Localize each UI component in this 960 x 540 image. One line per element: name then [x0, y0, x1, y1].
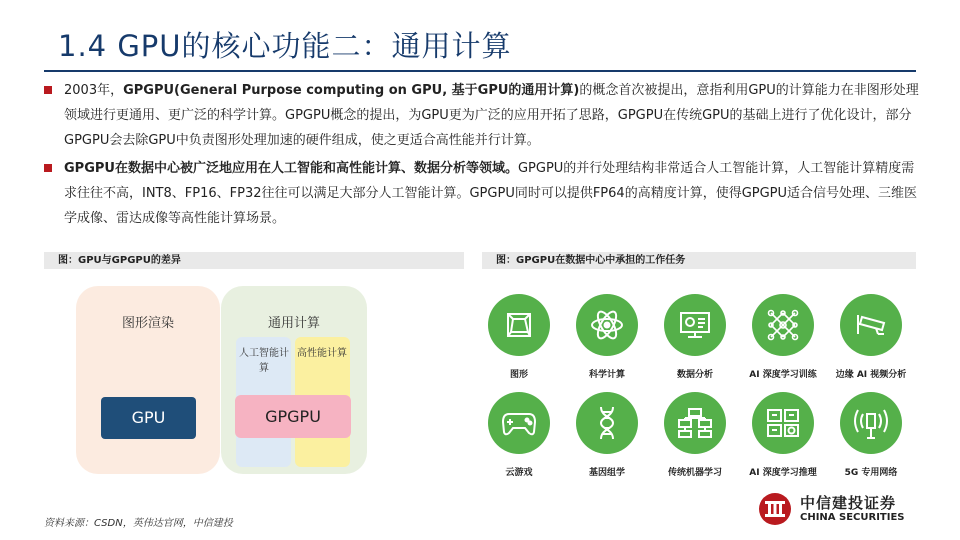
task-label: 数据分析	[676, 370, 713, 380]
ai-computing-label: 人工智能计算	[239, 348, 289, 374]
bullet-1-bold: GPGPU(General Purpose computing on GPU, 基于GPU的通用计算)	[123, 83, 580, 98]
bullet-paragraph-2	[44, 156, 924, 231]
task-5g-network	[834, 392, 908, 478]
task-label: 云游戏	[505, 468, 533, 478]
dna-icon	[576, 392, 638, 454]
task-label: 5G 专用网络	[844, 468, 898, 478]
cctv-camera-icon	[840, 294, 902, 356]
bullet-2-rest: GPGPU的并行处理结构非常适合人工智能计算，人工智能计算精度需求往往不高，INT8、FP16、FP32往往可以满足大部分人工智能计算。GPGPU同时可以提供FP64的高精度计算，使得GPGPU适合信号处理、三维医学成像、雷达成像等高性能计算场景。	[64, 161, 918, 226]
task-label: AI 深度学习推理	[749, 468, 817, 478]
logo-chinese-name: 中信建投证券	[800, 494, 897, 512]
task-label: 图形	[509, 370, 528, 380]
cube-icon	[488, 294, 550, 356]
bullet-1-rest: 的概念首次被提出，意指利用GPU的计算能力在非图形处理领域进行更通用、更广泛的科学计算。GPGPU概念的提出，为GPU更为广泛的应用开拓了思路，GPGPU在传统GPU的基础上进行了优化设计，部分GPGPU会去除GPU中负责图形处理加速的硬件组成，使之更适合高性能并行计算。	[64, 83, 919, 148]
hierarchy-icon	[664, 392, 726, 454]
task-genomics	[570, 392, 644, 478]
company-logo	[758, 492, 918, 528]
bullet-1-pre: 2003年，	[64, 83, 124, 98]
page-title: 1.4 GPU的核心功能二：通用计算	[58, 29, 512, 63]
task-ai-inference	[746, 392, 820, 478]
task-data-analysis	[658, 294, 732, 380]
graphics-rendering-label: 图形渲染	[121, 316, 174, 331]
task-label: 基因组学	[588, 468, 625, 478]
bullet-paragraph-1	[44, 78, 924, 153]
neural-network-icon	[752, 294, 814, 356]
figure1-caption: 图：GPU与GPGPU的差异	[44, 252, 464, 269]
gpgpu-box: GPGPU	[235, 395, 351, 438]
task-graphics	[482, 294, 556, 380]
task-cloud-gaming	[482, 392, 556, 478]
bullet-2-bold: GPGPU在数据中心被广泛地应用在人工智能和高性能计算、数据分析等领域。	[64, 161, 518, 176]
task-label: 边缘 AI 视频分析	[835, 370, 907, 380]
general-computing-label: 通用计算	[267, 316, 320, 331]
title-divider	[44, 70, 916, 72]
bullet-square-icon	[44, 164, 52, 172]
analytics-screen-icon	[664, 294, 726, 356]
task-traditional-ml	[658, 392, 732, 478]
task-ai-training	[746, 294, 820, 380]
bullet-square-icon	[44, 86, 52, 94]
task-edge-video	[834, 294, 908, 380]
figure2-caption: 图：GPGPU在数据中心中承担的工作任务	[482, 252, 916, 269]
citic-logo-icon	[758, 492, 792, 526]
task-science	[570, 294, 644, 380]
source-note: 资料来源：CSDN，英伟达官网，中信建投	[44, 518, 233, 529]
atom-icon	[576, 294, 638, 356]
task-label: AI 深度学习训练	[749, 370, 817, 380]
task-label: 科学计算	[588, 370, 625, 380]
antenna-icon	[840, 392, 902, 454]
gpu-box: GPU	[101, 397, 196, 439]
hpc-label: 高性能计算	[297, 348, 347, 359]
logo-english-name: CHINA SECURITIES	[800, 512, 905, 523]
task-label: 传统机器学习	[667, 468, 722, 478]
gamepad-icon	[488, 392, 550, 454]
ai-inference-icon	[752, 392, 814, 454]
